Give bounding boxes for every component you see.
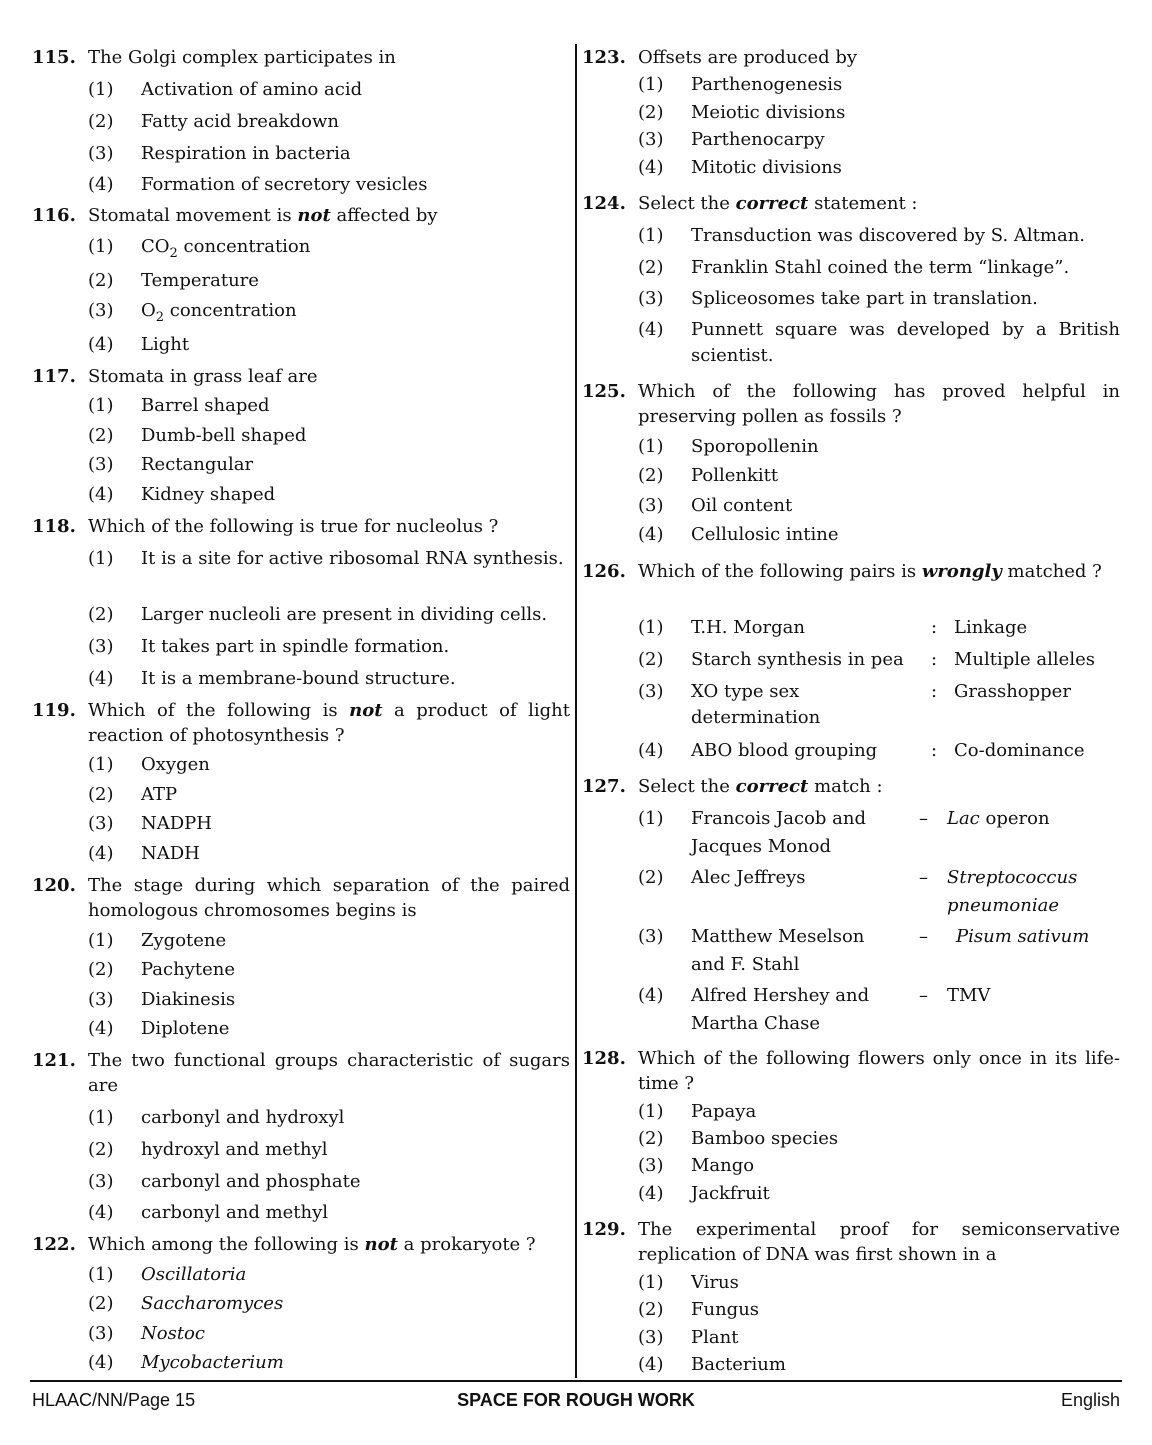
match-row (638, 864, 1120, 920)
option-number: (4) (638, 1183, 664, 1204)
question-123 (582, 45, 1120, 70)
option-number: (3) (638, 288, 664, 309)
option-text: Barrel shaped (141, 395, 270, 416)
option-number: (4) (88, 1018, 114, 1039)
option (638, 223, 1120, 249)
option-number: (1) (88, 79, 114, 100)
option (638, 127, 1120, 153)
option (88, 298, 570, 326)
option (638, 1181, 1120, 1207)
question-128 (582, 1046, 1120, 1096)
option-text: Jackfruit (691, 1183, 770, 1204)
match-separator: : (931, 740, 938, 761)
option-text: Meiotic divisions (691, 102, 846, 123)
option (638, 1153, 1120, 1179)
option-number: (4) (88, 1352, 114, 1373)
option-number: (4) (638, 524, 664, 545)
option-number: (3) (638, 1155, 664, 1176)
question-number: 124. (582, 193, 626, 214)
option (88, 1291, 570, 1317)
option-text: It is a membrane-bound structure. (141, 668, 456, 689)
option-text: NADPH (141, 813, 212, 834)
option-number: (4) (88, 174, 114, 195)
option (88, 957, 570, 983)
option-number: (4) (638, 985, 664, 1006)
option-text: Franklin Stahl coined the term “linkage”. (691, 257, 1070, 278)
option-text: carbonyl and phosphate (141, 1171, 361, 1192)
option (638, 1325, 1120, 1351)
question-number: 129. (582, 1219, 626, 1240)
option-number: (1) (88, 548, 114, 569)
question-number: 122. (32, 1234, 76, 1255)
rough-work-label: SPACE FOR ROUGH WORK (457, 1390, 695, 1410)
question-124 (582, 191, 1120, 216)
question-number: 119. (32, 700, 76, 721)
option (88, 332, 570, 358)
option (88, 77, 570, 103)
match-left: XO type sex determination (691, 681, 821, 728)
option-text: hydroxyl and methyl (141, 1139, 328, 1160)
option-number: (4) (88, 843, 114, 864)
match-row (638, 738, 1120, 764)
option-number: (3) (88, 1171, 114, 1192)
question-number: 115. (32, 47, 76, 68)
footer-rule (30, 1380, 1122, 1382)
option-number: (4) (638, 157, 664, 178)
question-text: Which of the following has proved helpful in preserving pollen as fossils ? (638, 381, 1120, 427)
question-117 (32, 364, 570, 389)
option-text: Papaya (691, 1101, 757, 1122)
option (88, 841, 570, 867)
option-text: Sporopollenin (691, 436, 819, 457)
option-text: Parthenogenesis (691, 74, 843, 95)
question-text: The stage during which separation of the paired homologous chromosomes begins is (88, 875, 570, 921)
option (88, 452, 570, 478)
option-text: Larger nucleoli are present in dividing cells. (141, 604, 548, 625)
match-separator: : (931, 617, 938, 638)
page-code: HLAAC/NN/Page 15 (32, 1390, 196, 1410)
option-text: Fungus (691, 1299, 760, 1320)
option-number: (2) (88, 425, 114, 446)
option-text: Cellulosic intine (691, 524, 839, 545)
option (88, 423, 570, 449)
language-label: English (1060, 1390, 1120, 1410)
option-text: Light (141, 334, 190, 355)
question-number: 123. (582, 47, 626, 68)
option-text: Dumb-bell shaped (141, 425, 307, 446)
option-text: Oxygen (141, 754, 210, 775)
option-text: carbonyl and methyl (141, 1202, 329, 1223)
question-number: 117. (32, 366, 76, 387)
question-text: Select the correct statement : (638, 193, 918, 214)
option (88, 1200, 570, 1226)
option-number: (1) (638, 617, 664, 638)
option-text: Plant (691, 1327, 739, 1348)
option-number: (2) (88, 1293, 114, 1314)
option (88, 602, 570, 628)
option-text: Fatty acid breakdown (141, 111, 339, 132)
option-text: Rectangular (141, 454, 254, 475)
match-right: Streptococcus pneumoniae (947, 867, 1078, 916)
option-number: (2) (638, 649, 664, 670)
option (88, 928, 570, 954)
option-number: (3) (638, 1327, 664, 1348)
question-115 (32, 45, 570, 70)
option-number: (4) (638, 740, 664, 761)
option-text: Activation of amino acid (141, 79, 363, 100)
option-number: (3) (88, 636, 114, 657)
option-text: Pollenkitt (691, 465, 779, 486)
match-left: T.H. Morgan (691, 617, 805, 638)
option-number: (2) (88, 111, 114, 132)
question-121 (32, 1048, 570, 1098)
match-row (638, 805, 1120, 861)
question-129 (582, 1217, 1120, 1267)
option (88, 172, 570, 198)
option (638, 1126, 1120, 1152)
option (638, 1099, 1120, 1125)
match-right: Co-dominance (954, 740, 1085, 761)
option (88, 393, 570, 419)
option (638, 155, 1120, 181)
option-text: Diplotene (141, 1018, 230, 1039)
option (88, 1137, 570, 1163)
option-text: Diakinesis (141, 989, 236, 1010)
option-text: Formation of secretory vesicles (141, 174, 428, 195)
option-text: $CO_2$ concentration (141, 236, 311, 261)
match-separator: – (919, 926, 928, 947)
match-right: Pisum sativum (956, 926, 1090, 947)
option-number: (3) (638, 681, 664, 702)
match-row (638, 923, 1120, 979)
option-text: Spliceosomes take part in translation. (691, 288, 1038, 309)
option-number: (1) (88, 1264, 114, 1285)
option (88, 811, 570, 837)
question-text: The Golgi complex participates in (88, 47, 396, 68)
match-separator: – (919, 808, 928, 829)
question-text: Offsets are produced by (638, 47, 858, 68)
question-text: Which of the following pairs is wrongly matched ? (638, 561, 1102, 582)
question-text: Stomata in grass leaf are (88, 366, 318, 387)
option-number: (4) (88, 668, 114, 689)
option (88, 268, 570, 294)
question-text: The two functional groups characteristic of sugars are (88, 1050, 570, 1096)
match-row (638, 679, 1120, 731)
option-number: (2) (88, 959, 114, 980)
option-number: (2) (638, 102, 664, 123)
question-126 (582, 559, 1120, 584)
match-left: Alec Jeffreys (691, 867, 806, 888)
option-number: (4) (88, 1202, 114, 1223)
option-text: Punnett square was developed by a British scientist. (691, 319, 1120, 366)
option-text: Nostoc (141, 1323, 205, 1344)
match-right: Lac operon (947, 808, 1050, 829)
option-text: Saccharomyces (141, 1293, 284, 1314)
option-number: (1) (88, 930, 114, 951)
question-number: 127. (582, 776, 626, 797)
option (88, 1262, 570, 1288)
option-number: (2) (638, 1299, 664, 1320)
option-number: (3) (638, 495, 664, 516)
option-text: NADH (141, 843, 200, 864)
option-number: (1) (88, 236, 114, 257)
option-number: (3) (638, 926, 664, 947)
question-120 (32, 873, 570, 923)
match-separator: – (919, 985, 928, 1006)
option-number: (3) (88, 143, 114, 164)
option-text: Parthenocarpy (691, 129, 825, 150)
question-number: 118. (32, 516, 76, 537)
option (88, 987, 570, 1013)
option-text: Mitotic divisions (691, 157, 842, 178)
option-number: (4) (638, 1354, 664, 1375)
question-number: 116. (32, 205, 76, 226)
match-row (638, 615, 1120, 641)
option-number: (3) (88, 454, 114, 475)
option-number: (1) (88, 754, 114, 775)
option (88, 782, 570, 808)
option-text: ATP (141, 784, 178, 805)
question-text: Which of the following is true for nucleolus ? (88, 516, 499, 537)
option (638, 522, 1120, 548)
option (638, 286, 1120, 312)
option-number: (3) (88, 300, 114, 321)
option-number: (2) (88, 604, 114, 625)
option-text: Virus (691, 1272, 739, 1293)
option-number: (4) (88, 334, 114, 355)
option (638, 1352, 1120, 1378)
option-text: Zygotene (141, 930, 227, 951)
question-text: The experimental proof for semiconservative replication of DNA was first shown in a (638, 1219, 1120, 1265)
option-text: Mango (691, 1155, 755, 1176)
option (88, 234, 570, 262)
question-number: 128. (582, 1048, 626, 1069)
option-text: Mycobacterium (141, 1352, 284, 1373)
match-row (638, 982, 1120, 1038)
option-number: (1) (638, 225, 664, 246)
question-116 (32, 203, 570, 228)
page-footer (32, 1390, 1120, 1414)
option-number: (1) (88, 1107, 114, 1128)
column-divider (575, 44, 577, 1378)
option-text: Transduction was discovered by S. Altman. (691, 225, 1086, 246)
option (638, 493, 1120, 519)
match-separator: – (919, 867, 928, 888)
option (88, 634, 570, 660)
option (88, 1105, 570, 1131)
question-number: 120. (32, 875, 76, 896)
option (638, 463, 1120, 489)
question-text: Which of the following flowers only once in its life-time ? (638, 1048, 1120, 1094)
match-separator: : (931, 681, 938, 702)
option-number: (3) (88, 989, 114, 1010)
option (638, 1297, 1120, 1323)
option (88, 1321, 570, 1347)
option (88, 546, 570, 572)
option (88, 1350, 570, 1376)
question-122 (32, 1232, 570, 1257)
option (88, 109, 570, 135)
option-text: Pachytene (141, 959, 236, 980)
option-text: $O_2$ concentration (141, 300, 297, 325)
question-text: Select the correct match : (638, 776, 883, 797)
option-number: (2) (88, 1139, 114, 1160)
option (88, 141, 570, 167)
option-number: (1) (88, 395, 114, 416)
match-left: Alfred Hershey and Martha Chase (691, 985, 870, 1034)
option (88, 1016, 570, 1042)
option-number: (4) (88, 484, 114, 505)
option-text: carbonyl and hydroxyl (141, 1107, 345, 1128)
option-text: It takes part in spindle formation. (141, 636, 450, 657)
option-number: (3) (88, 813, 114, 834)
option-text: Respiration in bacteria (141, 143, 351, 164)
question-127 (582, 774, 1120, 799)
question-number: 121. (32, 1050, 76, 1071)
option-number: (1) (638, 1272, 664, 1293)
option (88, 1169, 570, 1195)
option-number: (1) (638, 436, 664, 457)
match-right: Linkage (954, 617, 1028, 638)
match-separator: : (931, 649, 938, 670)
question-text: Which among the following is not a prokaryote ? (88, 1234, 536, 1255)
match-right: TMV (947, 985, 991, 1006)
option-number: (1) (638, 74, 664, 95)
option-text: Temperature (141, 270, 259, 291)
question-118 (32, 514, 570, 539)
option (638, 100, 1120, 126)
question-125 (582, 379, 1120, 429)
option-number: (2) (638, 257, 664, 278)
match-left: Matthew Meselson and F. Stahl (691, 926, 865, 975)
match-row (638, 647, 1120, 673)
option-text: Bamboo species (691, 1128, 839, 1149)
option (638, 72, 1120, 98)
match-right: Multiple alleles (954, 649, 1095, 670)
option (638, 434, 1120, 460)
question-119 (32, 698, 570, 748)
match-right: Grasshopper (954, 681, 1071, 702)
option-number: (2) (638, 1128, 664, 1149)
option-text: Oil content (691, 495, 793, 516)
question-number: 125. (582, 381, 626, 402)
option (88, 752, 570, 778)
option-text: Bacterium (691, 1354, 786, 1375)
option (638, 317, 1120, 369)
option-text: It is a site for active ribosomal RNA synthesis. (141, 548, 564, 569)
option (638, 1270, 1120, 1296)
match-left: Francois Jacob and Jacques Monod (691, 808, 867, 857)
option-number: (2) (638, 465, 664, 486)
option-number: (3) (638, 129, 664, 150)
option-text: Kidney shaped (141, 484, 276, 505)
option-number: (1) (638, 808, 664, 829)
option-number: (2) (88, 784, 114, 805)
question-number: 126. (582, 561, 626, 582)
match-left: ABO blood grouping (691, 740, 878, 761)
question-text: Stomatal movement is not affected by (88, 205, 438, 226)
option-number: (3) (88, 1323, 114, 1344)
option-number: (1) (638, 1101, 664, 1122)
option (88, 666, 570, 692)
option (638, 255, 1120, 281)
option (88, 482, 570, 508)
option-number: (2) (88, 270, 114, 291)
question-text: Which of the following is not a product of light reaction of photosynthesis ? (88, 700, 570, 746)
option-text: Oscillatoria (141, 1264, 247, 1285)
option-number: (4) (638, 319, 664, 340)
option-number: (2) (638, 867, 664, 888)
match-left: Starch synthesis in pea (691, 649, 904, 670)
